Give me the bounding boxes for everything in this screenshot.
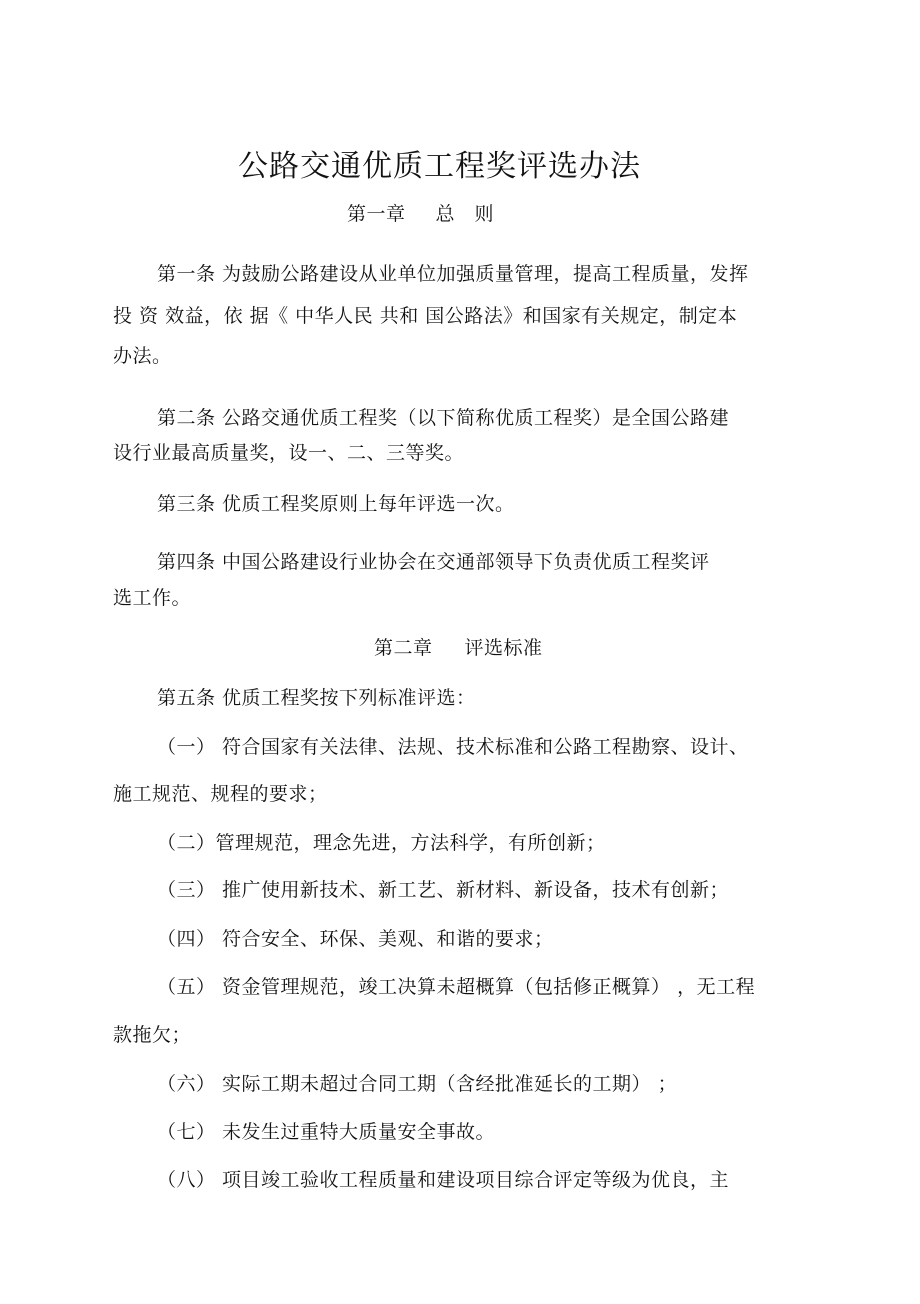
criteria-item-4: （四） 符合安全、环保、美观、和谐的要求； — [157, 928, 554, 950]
article-2-line-1: 第二条 公路交通优质工程奖（以下简称优质工程奖）是全国公路建 — [157, 407, 730, 429]
article-4-line-1: 第四条 中国公路建设行业协会在交通部领导下负责优质工程奖评 — [157, 551, 710, 573]
article-3-line-1: 第三条 优质工程奖原则上每年评选一次。 — [157, 493, 515, 515]
document-title: 公路交通优质工程奖评选办法 — [238, 149, 641, 184]
criteria-item-5-line-2: 款拖欠； — [113, 1024, 192, 1046]
article-1-line-2: 投 资 效益，依 据《 中华人民 共和 国公路法》和国家有关规定，制定本 — [113, 305, 738, 327]
article-4-line-2: 选工作。 — [113, 587, 192, 609]
article-5-line-1: 第五条 优质工程奖按下列标准评选： — [157, 687, 476, 709]
chapter-2-number: 第二章 — [374, 637, 433, 659]
criteria-item-3: （三） 推广使用新技术、新工艺、新材料、新设备，技术有创新； — [157, 879, 730, 901]
article-1-line-1: 第一条 为鼓励公路建设从业单位加强质量管理，提高工程质量，发挥 — [157, 263, 749, 285]
chapter-1-heading — [347, 202, 494, 226]
criteria-item-6: （六） 实际工期未超过合同工期（含经批准延长的工期） ； — [157, 1073, 678, 1095]
criteria-item-1-line-1: （一） 符合国家有关法律、法规、技术标准和公路工程勘察、设计、 — [157, 736, 749, 758]
chapter-1-number: 第一章 — [347, 203, 406, 225]
criteria-item-2: （二）管理规范，理念先进，方法科学，有所创新； — [157, 832, 606, 854]
criteria-item-1-line-2: 施工规范、规程的要求； — [113, 783, 328, 805]
article-1-line-3: 办法。 — [113, 345, 172, 367]
criteria-item-8-line-1: （八） 项目竣工验收工程质量和建设项目综合评定等级为优良，主 — [157, 1169, 730, 1191]
article-2-line-2: 设行业最高质量奖，设一、二、三等奖。 — [113, 442, 465, 464]
chapter-2-heading — [374, 636, 543, 660]
criteria-item-5-line-1: （五） 资金管理规范，竣工决算未超概算（包括修正概算） ，无工程 — [157, 976, 756, 998]
chapter-1-name: 总 则 — [435, 203, 495, 225]
criteria-item-7: （七） 未发生过重特大质量安全事故。 — [157, 1121, 496, 1143]
chapter-2-name: 评选标准 — [464, 637, 543, 659]
